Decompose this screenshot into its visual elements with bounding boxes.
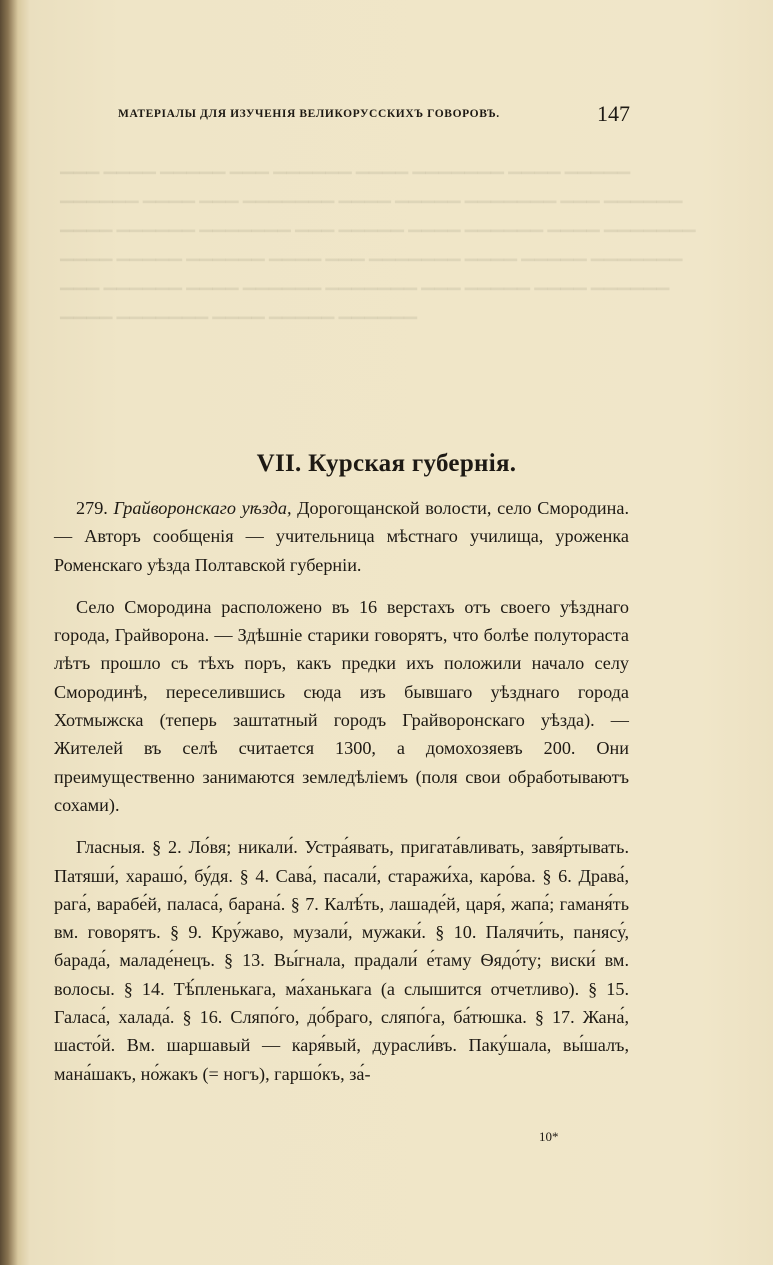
signature-mark: 10*	[539, 1129, 559, 1144]
paragraph-number: 279.	[76, 498, 108, 518]
show-through-text: ▁▁▁ ▁▁▁▁ ▁▁▁▁▁ ▁▁▁ ▁▁▁▁▁▁ ▁▁▁▁ ▁▁▁▁▁▁▁ ▁▁▁▁ ▁▁▁▁▁ ▁▁▁▁▁▁ ▁▁▁▁ ▁▁▁ ▁▁▁▁▁▁▁ ▁▁▁▁ ▁▁▁▁▁ ▁▁▁▁▁▁▁ ▁▁▁ ▁▁▁▁▁▁ ▁▁▁▁ ▁▁▁▁▁▁ ▁▁▁▁▁▁▁ ▁▁▁ ▁▁▁▁▁ ▁▁▁▁ ▁▁▁▁▁▁ ▁▁▁▁ ▁▁▁▁▁▁▁ ▁▁▁▁ ▁▁▁▁▁ ▁▁▁▁▁▁ ▁▁▁▁ ▁▁▁ ▁▁▁▁▁▁▁ ▁▁▁▁ ▁▁▁▁▁ ▁▁▁▁▁▁▁ ▁▁▁ ▁▁▁▁▁▁ ▁▁▁▁ ▁▁▁▁▁▁ ▁▁▁▁▁▁▁ ▁▁▁ ▁▁▁▁▁ ▁▁▁▁ ▁▁▁▁▁▁ ▁▁▁▁ ▁▁▁▁▁▁▁ ▁▁▁▁ ▁▁▁▁▁ ▁▁▁▁▁▁	[60, 155, 696, 319]
paragraph-vowels: Гласныя. § 2. Ло́вя; никали́. Устра́явать, пригата́вливать, завя́ртывать. Патяши́, харашо́, бу́дя. § 4. Сава́, пасали́, старажи́ха, каро́ва. § 6. Драва́, рага́, варабе́й, паласа́, барана́. § 7. Калѣ́ть, лашаде́й, царя́, жапа́; гаманя́ть вм. говорятъ. § 9. Кру́жаво, музали́, мужаки́. § 10. Палячи́ть, панясу́, барада́, маладе́нецъ. § 13. Вы́гнала, прадали́ е́таму Ѳядо́ту; виски́ вм. волосы. § 14. Тѣ́пленькага, ма́ханькага (а слышится отчетливо). § 15. Галаса́, халада́. § 16. Сляпо́го, до́браго, сляпо́га, ба́тюшка. § 17. Жана́, шасто́й. Вм. шаршавый — каря́вый, дурасли́въ. Паку́шала, вы́шалъ, мана́шакъ, но́жакъ (= ногъ), гаршо́къ, за́-	[54, 837, 629, 1084]
paragraph-279	[54, 494, 629, 579]
paragraph-text: Дорогощанской волости, село Смородина. — Авторъ сообщенія — учительница мѣстнаго училища, уроженка Роменскаго уѣзда Полтавской губерніи.	[54, 498, 629, 575]
body-text	[54, 494, 629, 1088]
paragraph-village-description: Село Смородина расположено въ 16 верстахъ отъ своего уѣзднаго города, Грайворона. — Здѣшніе старики говорятъ, что болѣе полутораста лѣтъ прошло съ тѣхъ поръ, какъ предки ихъ положили начало селу Смородинѣ, переселившись сюда изъ бывшаго уѣзднаго города Хотмыжска (теперь заштатный городъ Грайворонскаго уѣзда). — Жителей въ селѣ считается 1300, а домохозяевъ 200. Они преимущественно занимаются земледѣліемъ (поля свои обработываютъ сохами).	[54, 596, 629, 815]
running-title: МАТЕРІАЛЫ ДЛЯ ИЗУЧЕНІЯ ВЕЛИКОРУССКИХЪ ГОВОРОВЪ.	[118, 108, 500, 120]
running-head	[118, 100, 630, 130]
page-number: 147	[597, 101, 630, 126]
section-heading: VII. Курская губернія.	[256, 450, 517, 477]
district-name: Грайворонскаго уѣзда,	[113, 498, 292, 518]
